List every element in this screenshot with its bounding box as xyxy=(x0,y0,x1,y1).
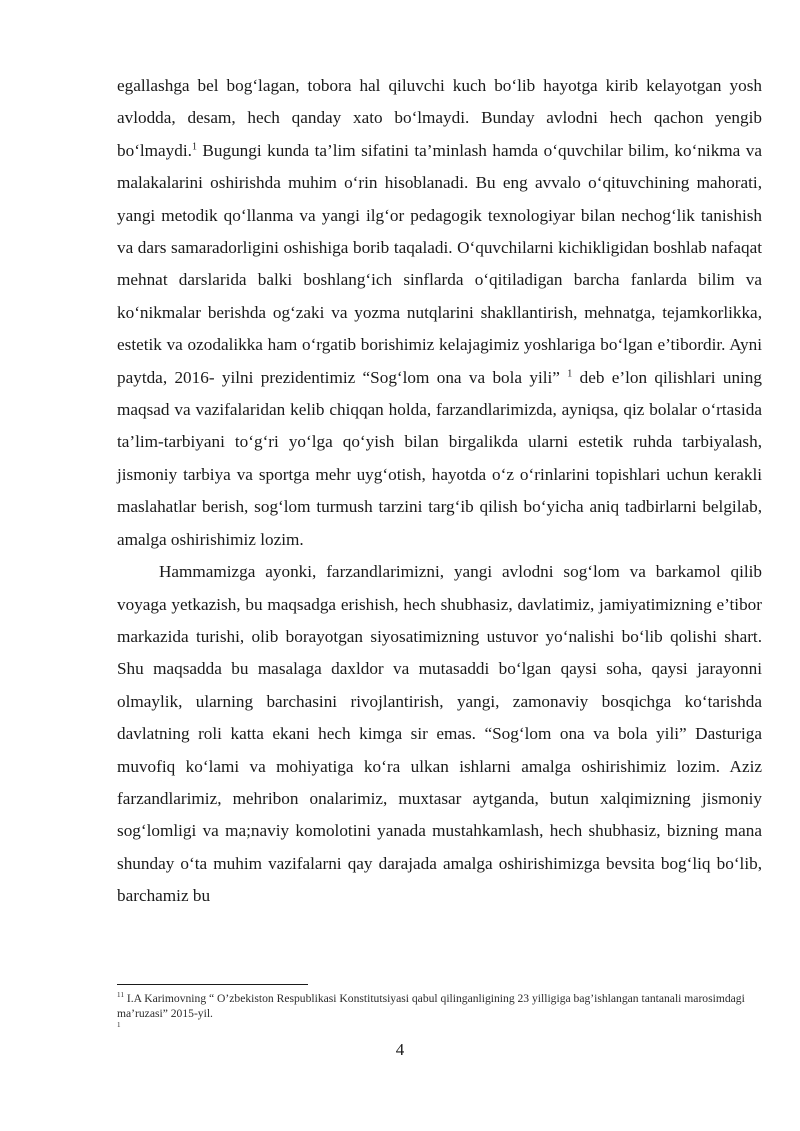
paragraph-1-text-b: Bugungi kunda ta’lim sifatini ta’minlash hamda o‘quvchilar bilim, ko‘nikma va malakalarini oshirishda muhim o‘rin hisoblanadi. Bu eng avvalo o‘qituvchining mahorati, yangi metodik qo‘llanma va yangi ilg‘or pedagogik texnologiyar bilan nechog‘lik tanishish va dars samaradorligini oshishiga borib taqaladi. O‘quvchilarni kichikligidan boshlab nafaqat mehnat darslarida balki boshlang‘ich sinflarda o‘qitiladigan barcha fanlarda bilim va ko‘nikmalar berishda og‘zaki va yozma nutqlarini shakllantirish, mehnatga, tejamkorlikka, estetik va ozodalikka ham o‘rgatib borishimiz kelajagimiz yoshlariga bo‘lgan e’tibordir. Ayni paytda, 2016- yilni prezidentimiz “Sog‘lom ona va bola yili” xyxy=(117,140,762,387)
body-text xyxy=(117,70,762,913)
footnote-1-text: I.A Karimovning “ O’zbekiston Respublikasi Konstitutsiyasi qabul qilinganligining 23 yilligiga bag’ishlangan tantanali marosimdagi ma’ruzasi” 2015-yil. xyxy=(117,992,745,1020)
footnote-2-marker: 1 xyxy=(117,1021,121,1029)
paragraph-1-text-c: deb e’lon qilishlari uning maqsad va vazifalaridan kelib chiqqan holda, farzandlarimizda, ayniqsa, qiz bolalar o‘rtasida ta’lim-tarbiyani to‘g‘ri yo‘lga qo‘yish bilan birgalikda ularni estetik ruhda tarbiyalash, jismoniy tarbiya va sportga mehr uyg‘otish, hayotda o‘z o‘rinlarini topishlari uchun kerakli maslahatlar berish, sog‘lom turmush tarzini targ‘ib qilish bo‘yicha aniq tadbirlarni belgilab, amalga oshirishimiz lozim. xyxy=(117,367,762,549)
page-number: 4 xyxy=(395,1040,405,1059)
footnote-ref-1[interactable]: 1 xyxy=(191,141,197,153)
paragraph-1-text-a: egallashga bel bog‘lagan, tobora hal qiluvchi kuch bo‘lib hayotga kirib kelayotgan yosh avlodda, desam, hech qanday xato bo‘lmaydi. Bunday avlodni hech qachon yengib bo‘lmaydi. xyxy=(117,76,762,160)
paragraph-2: Hammamizga ayonki, farzandlarimizni, yangi avlodni sog‘lom va barkamol qilib voyaga yetkazish, bu maqsadga erishish, hech shubhasiz, davlatimiz, jamiyatimizning e’tibor markazida turishi, olib borayotgan siyosatimizning ustuvor yo‘nalishi bo‘lib qolishi shart. Shu maqsadda bu masalaga daxldor va mutasaddi bo‘lgan qaysi soha, qaysi jarayonni olmaylik, ularning barchasini rivojlantirish, yangi, zamonaviy bosqichga ko‘tarishda davlatning roli katta ekani hech kimga sir emas. “Sog‘lom ona va bola yili” Dasturiga muvofiq ko‘lami va mohiyatiga ko‘ra ulkan ishlarni amalga oshirishimiz lozim. Aziz farzandlarimiz, mehribon onalarimiz, muxtasar aytganda, butun xalqimizning jismoniy sog‘lomligi va ma;naviy komolotini yanada mustahkamlash, hech shubhasiz, bizning mana shunday o‘ta muhim vazifalarni qay darajada amalga oshirishimizga bevsita bog‘liq bo‘lib, barchamiz bu xyxy=(117,562,762,906)
footnote-1-marker: 1 xyxy=(117,991,121,1000)
footnote-separator xyxy=(117,984,308,985)
footnote-ref-2[interactable]: 1 xyxy=(567,367,573,379)
footnote-2 xyxy=(117,1021,762,1030)
footnote-1-marker-2: 1 xyxy=(120,991,124,1000)
paragraph-1 xyxy=(117,70,762,556)
footnote-1 xyxy=(117,991,762,1021)
footnotes xyxy=(117,991,762,1030)
